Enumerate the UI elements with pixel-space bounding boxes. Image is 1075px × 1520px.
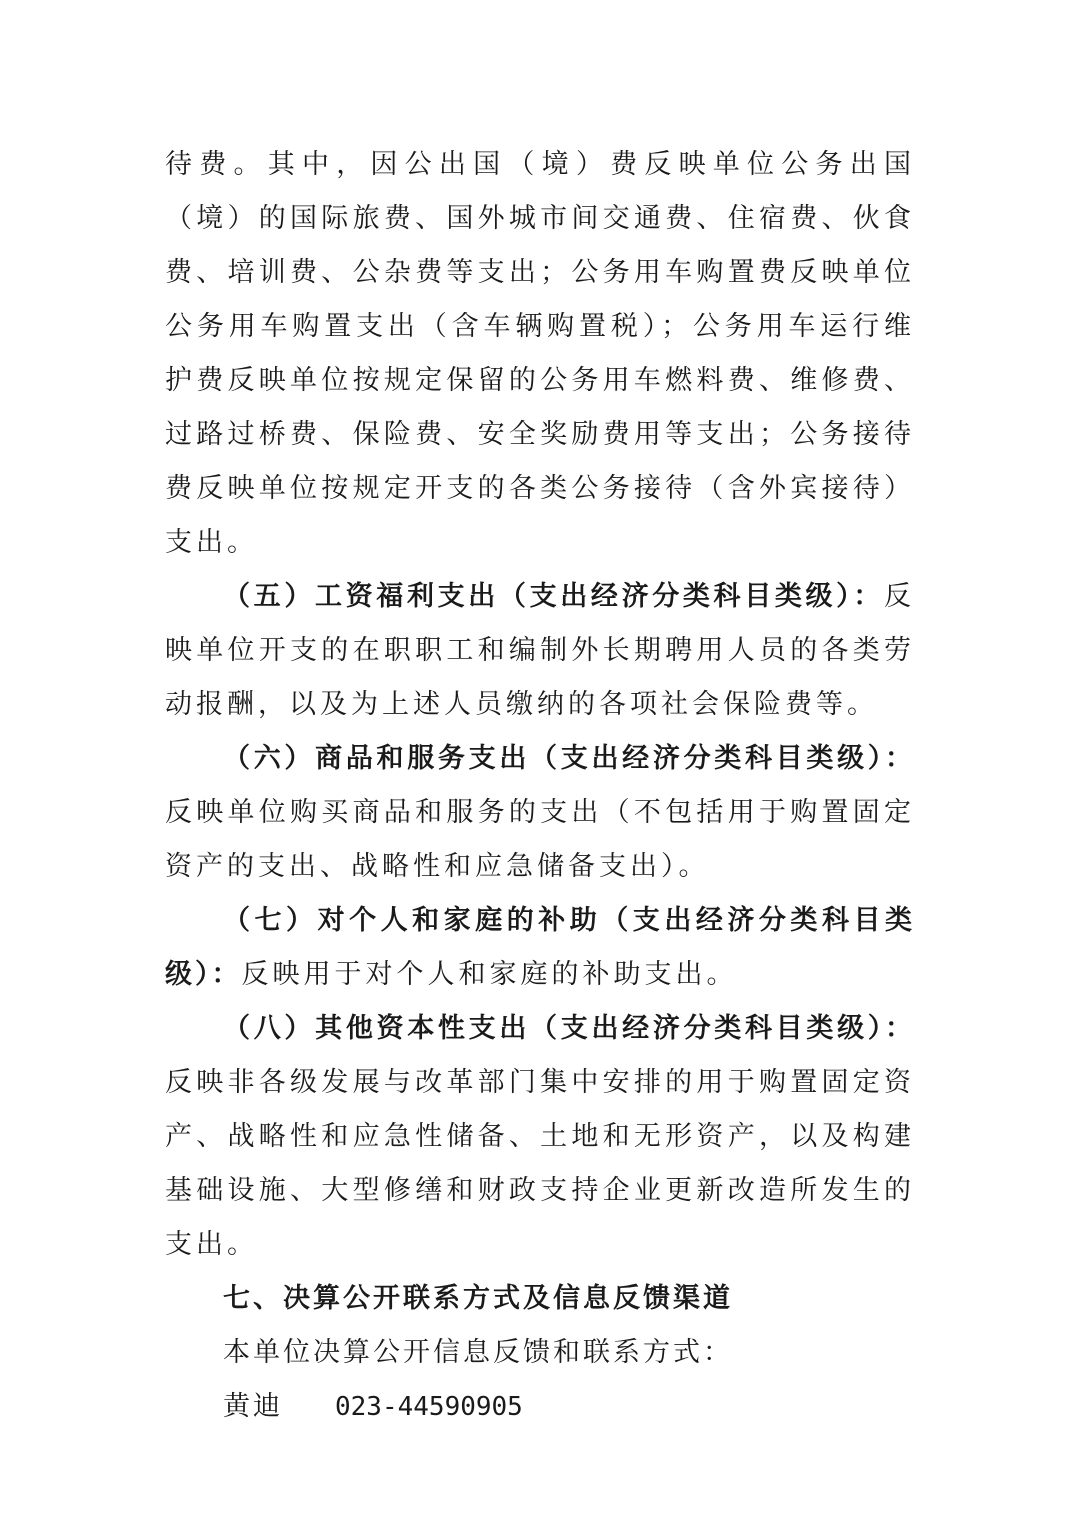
item-body-goods-services: 反映单位购买商品和服务的支出（不包括用于购置固定资产的支出、战略性和应急储备支出）。 [165,797,915,882]
item-title-other-capital: （八）其他资本性支出（支出经济分类科目类级）： [223,1013,915,1044]
item-body-wage-welfare: 反映单位开支的在职职工和编制外长期聘用人员的各类劳动报酬，以及为上述人员缴纳的各项社会保险费等。 [165,581,915,720]
item-title-goods-services: （六）商品和服务支出（支出经济分类科目类级）： [223,743,915,774]
paragraph-hospitality-expenses: 待费。其中，因公出国（境）费反映单位公务出国（境）的国际旅费、国外城市间交通费、住宿费、伙食费、培训费、公杂费等支出；公务用车购置费反映单位公务用车购置支出（含车辆购置税）；公务用车运行维护费反映单位按规定保留的公务用车燃料费、维修费、过路过桥费、保险费、安全奖励费用等支出；公务接待费反映单位按规定开支的各类公务接待（含外宾接待）支出。 [165,149,915,558]
contact-intro: 本单位决算公开信息反馈和联系方式： [223,1337,733,1368]
document-page [165,138,915,1434]
contact-line [165,1380,915,1434]
item-title-wage-welfare: （五）工资福利支出（支出经济分类科目类级）： [223,581,884,612]
item-body-household-subsidy: 反映用于对个人和家庭的补助支出。 [241,959,738,990]
paragraph-goods-services [165,732,915,894]
paragraph-household-subsidy [165,894,915,1002]
contact-phone: 023-44590905 [335,1392,523,1422]
paragraph-other-capital [165,1002,915,1272]
item-title-household-subsidy: （七）对个人和家庭的补助（支出经济分类科目类级）： [165,905,915,990]
paragraph-wage-welfare [165,570,915,732]
item-body-other-capital: 反映非各级发展与改革部门集中安排的用于购置固定资产、战略性和应急性储备、土地和无形资产，以及构建基础设施、大型修缮和财政支持企业更新改造所发生的支出。 [165,1067,915,1260]
contact-name: 黄迪 [223,1391,283,1422]
section-heading-contact: 七、决算公开联系方式及信息反馈渠道 [223,1283,733,1314]
